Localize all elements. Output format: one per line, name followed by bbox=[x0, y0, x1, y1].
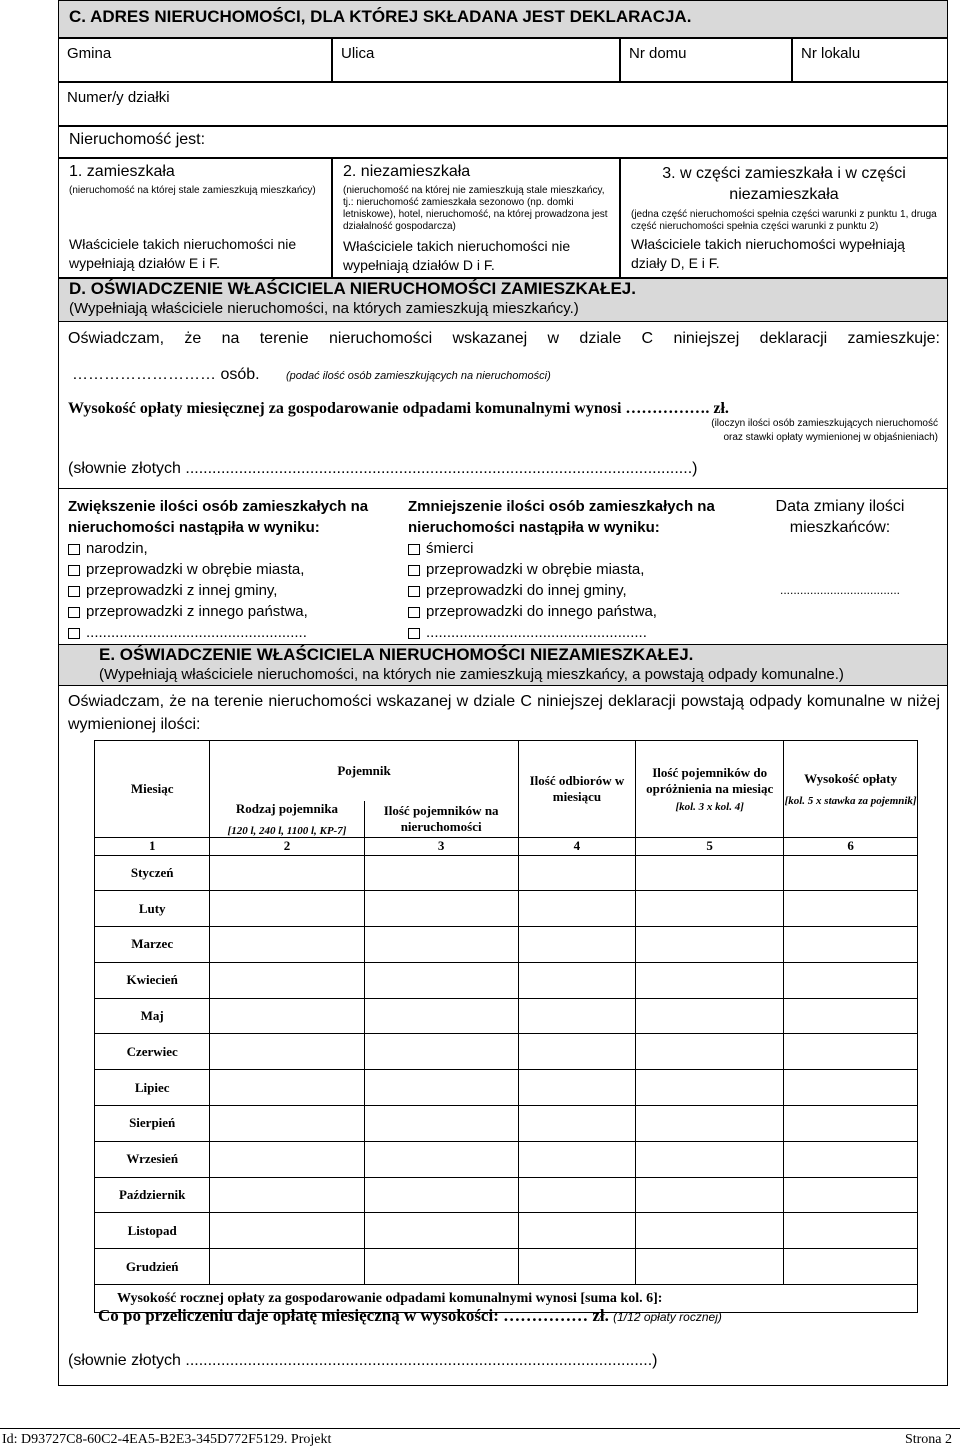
checkbox-icon[interactable] bbox=[408, 544, 420, 555]
decrease-item[interactable] bbox=[408, 580, 728, 601]
table-cell-input[interactable] bbox=[364, 1141, 518, 1177]
decrease-item-label: przeprowadzki do innej gminy, bbox=[426, 582, 627, 599]
monthly-fee-e[interactable] bbox=[98, 1306, 722, 1326]
table-cell-input[interactable] bbox=[784, 855, 918, 891]
table-row bbox=[95, 891, 918, 927]
th-pojemnik: Pojemnik bbox=[210, 741, 518, 801]
table-cell-input[interactable] bbox=[636, 855, 784, 891]
slownie-d-field[interactable]: (słownie złotych ..................................................................................................................) bbox=[68, 460, 698, 477]
column-number: 1 bbox=[95, 837, 210, 855]
checkbox-icon[interactable] bbox=[408, 565, 420, 576]
increase-item-label: przeprowadzki z innego państwa, bbox=[86, 603, 308, 620]
slownie-e-field[interactable]: (słownie złotych .........................................................................................................) bbox=[68, 1352, 658, 1369]
section-d-statement: Oświadczam, że na terenie nieruchomości wskazanej w dziale C niniejszej deklaracji zamieszkuje: bbox=[68, 330, 940, 347]
option-zamieszkala[interactable] bbox=[58, 158, 332, 278]
checkbox-icon[interactable] bbox=[68, 544, 80, 555]
table-cell-input[interactable] bbox=[784, 998, 918, 1034]
month-label: Sierpień bbox=[95, 1106, 210, 1142]
table-cell-input[interactable] bbox=[518, 1034, 635, 1070]
table-cell-input[interactable] bbox=[210, 998, 364, 1034]
table-cell-input[interactable] bbox=[518, 855, 635, 891]
section-e-title: E. OŚWIADCZENIE WŁAŚCICIELA NIERUCHOMOŚCI NIEZAMIESZKAŁEJ. bbox=[99, 645, 694, 664]
table-cell-input[interactable] bbox=[518, 1213, 635, 1249]
table-cell-input[interactable] bbox=[518, 1249, 635, 1285]
divider bbox=[58, 488, 948, 489]
checkbox-icon[interactable] bbox=[408, 607, 420, 618]
increase-item[interactable] bbox=[68, 622, 388, 643]
decrease-item-label: przeprowadzki do innego państwa, bbox=[426, 603, 657, 620]
table-cell-input[interactable] bbox=[636, 927, 784, 963]
decrease-item-label: przeprowadzki w obrębie miasta, bbox=[426, 561, 645, 578]
month-label: Maj bbox=[95, 998, 210, 1034]
option-czesciowo[interactable] bbox=[620, 158, 948, 278]
month-label: Wrzesień bbox=[95, 1141, 210, 1177]
table-row bbox=[95, 1034, 918, 1070]
table-cell-input[interactable] bbox=[784, 1106, 918, 1142]
option2-desc: (nieruchomość na której nie zamieszkują stale mieszkańcy, tj.: nieruchomość zamieszkała sezonowo (np. domki letniskowe), hotel, nieruchomość, na której prowadzona jest działalność gospodarcza) bbox=[343, 185, 608, 232]
table-cell-input[interactable] bbox=[784, 1141, 918, 1177]
monthly-fee-statement[interactable]: Wysokość opłaty miesięcznej za gospodarowanie odpadami komunalnymi wynosi ……………. zł. bbox=[68, 400, 729, 417]
option3-title: 3. w części zamieszkała i w części niezamieszkała bbox=[662, 165, 906, 203]
table-row bbox=[95, 1106, 918, 1142]
month-label: Październik bbox=[95, 1177, 210, 1213]
increase-item-label: ..................................................... bbox=[86, 624, 307, 641]
table-cell-input[interactable] bbox=[636, 1034, 784, 1070]
osob-hint: (podać ilość osób zamieszkujących na nieruchomości) bbox=[286, 370, 551, 382]
decrease-item[interactable] bbox=[408, 559, 728, 580]
table-row bbox=[95, 855, 918, 891]
table-cell-input[interactable] bbox=[784, 1070, 918, 1106]
nr-domu-field[interactable] bbox=[620, 38, 792, 82]
option1-desc: (nieruchomość na której stale zamieszkują mieszkańcy) bbox=[69, 185, 316, 196]
table-cell-input[interactable] bbox=[364, 1249, 518, 1285]
table-cell-input[interactable] bbox=[784, 1177, 918, 1213]
table-cell-input[interactable] bbox=[210, 1106, 364, 1142]
table-cell-input[interactable] bbox=[636, 962, 784, 998]
table-row bbox=[95, 1177, 918, 1213]
table-row bbox=[95, 1141, 918, 1177]
checkbox-icon[interactable] bbox=[68, 628, 80, 639]
table-cell-input[interactable] bbox=[364, 1034, 518, 1070]
section-e-statement: Oświadczam, że na terenie nieruchomości wskazanej w dziale C niniejszej deklaracji powstają odpady komunalne w niżej wymienionej ilości: bbox=[68, 693, 940, 733]
footer-id: Id: D93727C8-60C2-4EA5-B2E3-345D772F5129. Projekt bbox=[2, 1432, 332, 1447]
column-number: 2 bbox=[210, 837, 364, 855]
table-cell-input[interactable] bbox=[518, 1106, 635, 1142]
increase-title: Zwiększenie ilości osób zamieszkałych na nieruchomości nastąpiła w wyniku: bbox=[68, 498, 369, 536]
nr-domu-label: Nr domu bbox=[629, 45, 687, 62]
decrease-item[interactable] bbox=[408, 601, 728, 622]
section-c-title: C. ADRES NIERUCHOMOŚCI, DLA KTÓREJ SKŁADANA JEST DEKLARACJA. bbox=[69, 7, 692, 26]
table-cell-input[interactable] bbox=[518, 1141, 635, 1177]
table-cell-input[interactable] bbox=[364, 1070, 518, 1106]
section-d-subtitle: (Wypełniają właściciele nieruchomości, na których zamieszkują mieszkańcy.) bbox=[69, 300, 579, 317]
monthly-fee-e-hint: (1/12 opłaty rocznej) bbox=[613, 1310, 722, 1324]
increase-item[interactable] bbox=[68, 538, 388, 559]
monthly-fee-e-text: Co po przeliczeniu daje opłatę miesięczną w wysokości: …………… zł. bbox=[98, 1306, 609, 1325]
table-cell-input[interactable] bbox=[210, 855, 364, 891]
table-row bbox=[95, 998, 918, 1034]
option3-note: Właściciele takich nieruchomości wypełniają działy D, E i F. bbox=[631, 236, 905, 271]
th-wysokosc: Wysokość opłaty [kol. 5 x stawka za pojemnik] bbox=[784, 741, 918, 838]
table-cell-input[interactable] bbox=[784, 1249, 918, 1285]
table-cell-input[interactable] bbox=[364, 998, 518, 1034]
container-table bbox=[94, 740, 918, 1313]
date-block bbox=[740, 496, 940, 601]
checkbox-icon[interactable] bbox=[68, 586, 80, 597]
checkbox-icon[interactable] bbox=[68, 607, 80, 618]
checkbox-icon[interactable] bbox=[68, 565, 80, 576]
decrease-title: Zmniejszenie ilości osób zamieszkałych na nieruchomości nastąpiła w wyniku: bbox=[408, 498, 715, 536]
th-rodzaj: Rodzaj pojemnika [120 l, 240 l, 1100 l, KP-7] bbox=[210, 801, 364, 838]
table-cell-input[interactable] bbox=[364, 1177, 518, 1213]
date-title: Data zmiany ilości mieszkańców: bbox=[775, 498, 905, 536]
increase-block bbox=[68, 496, 388, 643]
section-c-header bbox=[58, 0, 948, 38]
nieruchomosc-jest-label: Nieruchomość jest: bbox=[69, 131, 206, 148]
footer-divider bbox=[0, 1428, 960, 1429]
decrease-item-label: śmierci bbox=[426, 540, 474, 557]
table-cell-input[interactable] bbox=[210, 1141, 364, 1177]
month-label: Lipiec bbox=[95, 1070, 210, 1106]
table-cell-input[interactable] bbox=[364, 962, 518, 998]
table-cell-input[interactable] bbox=[784, 1213, 918, 1249]
table-cell-input[interactable] bbox=[636, 1141, 784, 1177]
table-cell-input[interactable] bbox=[364, 855, 518, 891]
option1-title: 1. zamieszkała bbox=[69, 163, 175, 180]
decrease-item[interactable] bbox=[408, 622, 728, 643]
increase-item-label: przeprowadzki z innej gminy, bbox=[86, 582, 278, 599]
column-number: 4 bbox=[518, 837, 635, 855]
nieruchomosc-jest-row bbox=[58, 126, 948, 158]
month-label: Listopad bbox=[95, 1213, 210, 1249]
table-cell-input[interactable] bbox=[518, 1070, 635, 1106]
table-cell-input[interactable] bbox=[636, 1213, 784, 1249]
increase-item-label: przeprowadzki w obrębie miasta, bbox=[86, 561, 305, 578]
option1-note: Właściciele takich nieruchomości nie wypełniają działów E i F. bbox=[69, 236, 297, 271]
column-number: 5 bbox=[636, 837, 784, 855]
table-row bbox=[95, 1070, 918, 1106]
checkbox-icon[interactable] bbox=[408, 628, 420, 639]
table-cell-input[interactable] bbox=[636, 1177, 784, 1213]
section-e-header bbox=[58, 644, 948, 686]
table-cell-input[interactable] bbox=[364, 1106, 518, 1142]
ulica-field[interactable] bbox=[332, 38, 620, 82]
option3-desc: (jedna część nieruchomości spełnia części warunki z punktu 1, druga część nieruchomości spełnia części warunki z punktu 2) bbox=[631, 209, 937, 232]
table-cell-input[interactable] bbox=[784, 1034, 918, 1070]
th-ilosc-oproznien: Ilość pojemników do opróżnienia na miesiąc [kol. 3 x kol. 4] bbox=[636, 741, 784, 838]
month-label: Styczeń bbox=[95, 855, 210, 891]
gmina-field[interactable] bbox=[58, 38, 332, 82]
table-cell-input[interactable] bbox=[364, 927, 518, 963]
option-niezamieszkala[interactable] bbox=[332, 158, 620, 278]
increase-item[interactable] bbox=[68, 559, 388, 580]
date-value[interactable]: .................................... bbox=[779, 583, 901, 597]
table-cell-input[interactable] bbox=[636, 1106, 784, 1142]
table-cell-input[interactable] bbox=[784, 962, 918, 998]
table-cell-input[interactable] bbox=[636, 891, 784, 927]
increase-item[interactable] bbox=[68, 601, 388, 622]
table-row bbox=[95, 1249, 918, 1285]
gmina-label: Gmina bbox=[67, 45, 112, 62]
th-ilosc-odbiorow: Ilość odbiorów w miesiącu bbox=[518, 741, 635, 838]
table-cell-input[interactable] bbox=[210, 1177, 364, 1213]
nr-lokalu-field[interactable] bbox=[792, 38, 948, 82]
monthly-fee-hint-1: (iloczyn ilości osób zamieszkujących nieruchomość bbox=[711, 418, 938, 429]
th-ilosc-pojemnikow: Ilość pojemników na nieruchomości bbox=[364, 801, 518, 838]
table-cell-input[interactable] bbox=[364, 891, 518, 927]
monthly-fee-hint-2: oraz stawki opłaty wymienionej w objaśnieniach) bbox=[723, 432, 938, 443]
table-cell-input[interactable] bbox=[210, 962, 364, 998]
option2-title: 2. niezamieszkała bbox=[343, 163, 471, 180]
decrease-item[interactable] bbox=[408, 538, 728, 559]
table-cell-input[interactable] bbox=[210, 1213, 364, 1249]
table-row bbox=[95, 962, 918, 998]
numer-dzialki-label: Numer/y działki bbox=[67, 89, 170, 106]
yearly-fee-row[interactable]: Wysokość rocznej opłaty za gospodarowanie odpadami komunalnymi wynosi [suma kol. 6]: bbox=[95, 1285, 918, 1313]
table-cell-input[interactable] bbox=[636, 1070, 784, 1106]
table-cell-input[interactable] bbox=[518, 998, 635, 1034]
section-d-title: D. OŚWIADCZENIE WŁAŚCICIELA NIERUCHOMOŚCI ZAMIESZKAŁEJ. bbox=[69, 279, 636, 298]
table-cell-input[interactable] bbox=[636, 1249, 784, 1285]
section-e-subtitle: (Wypełniają właściciele nieruchomości, na których nie zamieszkują mieszkańcy, a powstają odpady komunalne.) bbox=[99, 666, 844, 683]
table-row bbox=[95, 1213, 918, 1249]
option2-note: Właściciele takich nieruchomości nie wypełniają działów D i F. bbox=[343, 238, 571, 273]
footer-page-number: Strona 2 bbox=[904, 1432, 952, 1447]
numer-dzialki-field[interactable] bbox=[58, 82, 948, 126]
table-cell-input[interactable] bbox=[364, 1213, 518, 1249]
month-label: Czerwiec bbox=[95, 1034, 210, 1070]
month-label: Luty bbox=[95, 891, 210, 927]
table-cell-input[interactable] bbox=[210, 891, 364, 927]
decrease-item-label: ..................................................... bbox=[426, 624, 647, 641]
th-miesiac: Miesiąc bbox=[95, 741, 210, 838]
osob-line[interactable]: ……………………… osób. bbox=[72, 366, 260, 383]
section-d-header bbox=[58, 278, 948, 322]
checkbox-icon[interactable] bbox=[408, 586, 420, 597]
table-cell-input[interactable] bbox=[210, 927, 364, 963]
table-cell-input[interactable] bbox=[636, 998, 784, 1034]
table-row bbox=[95, 927, 918, 963]
ulica-label: Ulica bbox=[341, 45, 375, 62]
table-cell-input[interactable] bbox=[784, 927, 918, 963]
increase-item[interactable] bbox=[68, 580, 388, 601]
table-cell-input[interactable] bbox=[518, 891, 635, 927]
table-cell-input[interactable] bbox=[518, 1177, 635, 1213]
decrease-block bbox=[408, 496, 728, 643]
table-cell-input[interactable] bbox=[210, 1070, 364, 1106]
month-label: Grudzień bbox=[95, 1249, 210, 1285]
table-cell-input[interactable] bbox=[518, 962, 635, 998]
table-cell-input[interactable] bbox=[784, 891, 918, 927]
nr-lokalu-label: Nr lokalu bbox=[801, 45, 861, 62]
month-label: Marzec bbox=[95, 927, 210, 963]
table-cell-input[interactable] bbox=[210, 1249, 364, 1285]
table-cell-input[interactable] bbox=[210, 1034, 364, 1070]
column-number: 6 bbox=[784, 837, 918, 855]
month-label: Kwiecień bbox=[95, 962, 210, 998]
table-cell-input[interactable] bbox=[518, 927, 635, 963]
column-number: 3 bbox=[364, 837, 518, 855]
increase-item-label: narodzin, bbox=[86, 540, 148, 557]
